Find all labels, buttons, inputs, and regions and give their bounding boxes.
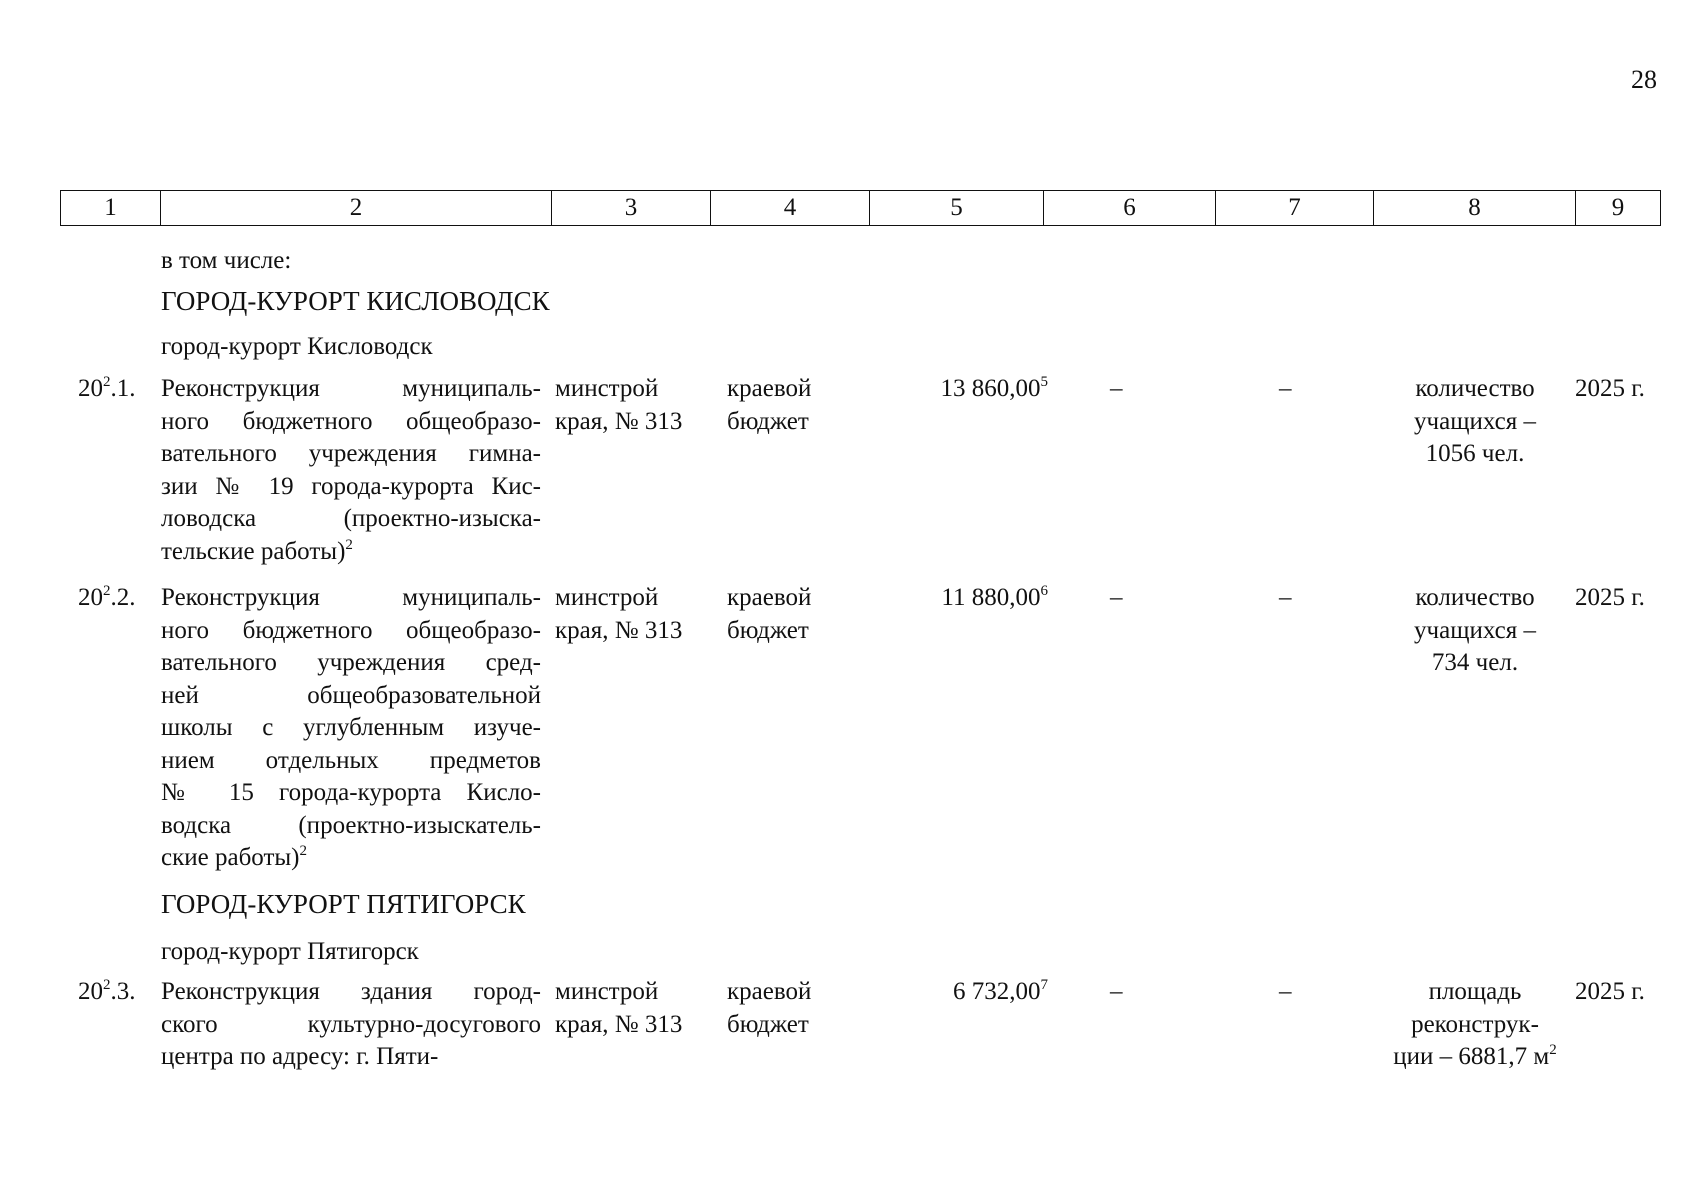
- row-number: [78, 976, 136, 1009]
- row-executor: [555, 582, 682, 647]
- row-name-line: [161, 810, 541, 843]
- row-col6-dash: –: [1110, 584, 1123, 611]
- row-number-base: 20: [78, 584, 103, 611]
- column-header-7: 7: [1216, 191, 1374, 226]
- row-name: [161, 373, 541, 568]
- row-col6-dash: –: [1110, 978, 1123, 1005]
- column-header-9: 9: [1576, 191, 1661, 226]
- row-name-line: [161, 777, 541, 810]
- row-name-text: № 15 города-курорта Кисло-: [161, 779, 541, 806]
- row-amount-value: 6 732,00: [953, 978, 1041, 1005]
- row-number-suffix: .1.: [110, 375, 136, 402]
- row-result-line: [1370, 647, 1580, 680]
- row-result-line: [1370, 438, 1580, 471]
- row-amount: [868, 373, 1048, 406]
- column-header-1: 1: [61, 191, 161, 226]
- row-funding-source-line: краевой: [727, 978, 812, 1005]
- row-result-text: ции – 6881,7 м: [1393, 1043, 1550, 1070]
- row-name-superscript: 2: [345, 536, 353, 553]
- row-name-text: ловодска (проектно-изыска-: [161, 505, 541, 532]
- row-amount-value: 11 880,00: [941, 584, 1041, 611]
- row-name-text: школы с углубленным изуче-: [161, 714, 541, 741]
- row-result-text: количество: [1415, 584, 1535, 611]
- row-executor-line: минстрой: [555, 978, 659, 1005]
- row-name-line: [161, 976, 541, 1009]
- section-pyatigorsk-subheading: город-курорт Пятигорск: [161, 938, 419, 965]
- row-number: [78, 373, 136, 406]
- row-name-line: [161, 1041, 541, 1074]
- row-name-text: тельские работы): [161, 537, 346, 565]
- row-name-text: Реконструкция здания город-: [161, 978, 541, 1005]
- row-name-line: [161, 745, 541, 778]
- row-amount-superscript: 6: [1040, 583, 1048, 599]
- row-funding-source: [727, 976, 811, 1041]
- row-col7-dash: –: [1279, 978, 1292, 1005]
- section-kislovodsk-subheading: город-курорт Кисловодск: [161, 333, 433, 360]
- row-name: [161, 582, 541, 875]
- row-executor: [555, 976, 682, 1041]
- row-result-text: 1056 чел.: [1425, 440, 1525, 467]
- row-name-line: [161, 438, 541, 471]
- row-result-text: количество: [1415, 375, 1535, 402]
- row-funding-source-line: краевой: [727, 375, 812, 402]
- row-result-indicator: [1370, 373, 1580, 471]
- row-result-line: [1370, 406, 1580, 439]
- row-number-suffix: .3.: [110, 978, 136, 1005]
- row-funding-source: [727, 373, 811, 438]
- section-pyatigorsk-heading: ГОРОД-КУРОРТ ПЯТИГОРСК: [161, 889, 526, 919]
- row-result-text: площадь: [1428, 978, 1522, 1005]
- row-funding-source-line: бюджет: [727, 616, 809, 644]
- row-result-line: [1370, 582, 1580, 615]
- row-result-text: 734 чел.: [1431, 649, 1519, 676]
- row-funding-source-line: бюджет: [727, 1010, 809, 1038]
- row-funding-source: [727, 582, 811, 647]
- row-amount-value: 13 860,00: [940, 375, 1041, 402]
- row-executor-line: минстрой: [555, 584, 659, 611]
- row-number-superscript: 2: [103, 583, 111, 599]
- row-number-suffix: .2.: [110, 584, 136, 611]
- row-name-text: вательного учреждения сред-: [161, 649, 541, 676]
- row-name-text: центра по адресу: г. Пяти-: [161, 1043, 439, 1070]
- row-result-indicator: [1370, 976, 1580, 1074]
- row-name-text: ней общеобразовательной: [161, 681, 541, 709]
- page-number: 28: [1631, 65, 1657, 94]
- row-executor-line: края, № 313: [555, 407, 683, 435]
- row-number-superscript: 2: [103, 374, 111, 390]
- section-kislovodsk-heading: ГОРОД-КУРОРТ КИСЛОВОДСК: [161, 286, 550, 316]
- row-name-line: [161, 406, 541, 439]
- section-including: в том числе:: [161, 247, 292, 274]
- column-header-4: 4: [711, 191, 870, 226]
- row-result-line: [1370, 373, 1580, 406]
- row-name-line: [161, 712, 541, 745]
- column-header-5: 5: [870, 191, 1044, 226]
- row-result-text: учащихся –: [1414, 407, 1536, 435]
- row-number-base: 20: [78, 375, 103, 402]
- column-header-2: 2: [161, 191, 552, 226]
- row-name-text: нием отдельных предметов: [161, 746, 541, 774]
- row-amount-superscript: 5: [1040, 374, 1048, 390]
- row-number-base: 20: [78, 978, 103, 1005]
- row-amount: [868, 582, 1048, 615]
- row-name-text: ного бюджетного общеобразо-: [161, 407, 541, 435]
- row-year: 2025 г.: [1575, 978, 1645, 1005]
- row-result-indicator: [1370, 582, 1580, 680]
- row-name-line: [161, 536, 541, 569]
- row-name-text: зии № 19 города-курорта Кис-: [161, 472, 541, 500]
- row-year: 2025 г.: [1575, 375, 1645, 402]
- row-funding-source-line: краевой: [727, 584, 812, 611]
- row-result-line: [1370, 1009, 1580, 1042]
- row-name-line: [161, 842, 541, 875]
- row-amount-superscript: 7: [1040, 977, 1048, 993]
- row-result-line: [1370, 1041, 1580, 1074]
- row-result-line: [1370, 615, 1580, 648]
- row-name-text: ного бюджетного общеобразо-: [161, 616, 541, 644]
- row-name-text: Реконструкция муниципаль-: [161, 584, 541, 611]
- column-header-row: [61, 191, 1661, 226]
- row-name-text: вательного учреждения гимна-: [161, 440, 541, 467]
- column-header-3: 3: [552, 191, 711, 226]
- row-result-text: реконструк-: [1411, 1010, 1539, 1038]
- row-col7-dash: –: [1279, 375, 1292, 402]
- row-name-text: ские работы): [161, 844, 300, 871]
- row-executor: [555, 373, 682, 438]
- row-name-line: [161, 582, 541, 615]
- row-executor-line: края, № 313: [555, 1010, 683, 1038]
- row-result-line: [1370, 976, 1580, 1009]
- row-amount: [868, 976, 1048, 1009]
- row-name-line: [161, 615, 541, 648]
- row-name-text: ского культурно-досугового: [161, 1010, 541, 1038]
- row-executor-line: минстрой: [555, 375, 659, 402]
- row-name-text: водска (проектно-изыскатель-: [161, 811, 541, 839]
- row-executor-line: края, № 313: [555, 616, 683, 644]
- row-number: [78, 582, 136, 615]
- row-col7-dash: –: [1279, 584, 1292, 611]
- column-header-8: 8: [1374, 191, 1576, 226]
- row-number-superscript: 2: [103, 977, 111, 993]
- row-name-line: [161, 471, 541, 504]
- row-name-line: [161, 680, 541, 713]
- row-year: 2025 г.: [1575, 584, 1645, 611]
- row-name: [161, 976, 541, 1074]
- row-name-line: [161, 373, 541, 406]
- row-name-superscript: 2: [299, 843, 308, 859]
- row-name-line: [161, 647, 541, 680]
- row-col6-dash: –: [1110, 375, 1123, 402]
- row-name-line: [161, 503, 541, 536]
- column-header-table: [60, 190, 1661, 226]
- row-result-superscript: 2: [1549, 1042, 1557, 1058]
- row-funding-source-line: бюджет: [727, 407, 809, 435]
- row-result-text: учащихся –: [1414, 616, 1536, 644]
- row-name-line: [161, 1009, 541, 1042]
- row-name-text: Реконструкция муниципаль-: [161, 375, 541, 402]
- column-header-6: 6: [1044, 191, 1216, 226]
